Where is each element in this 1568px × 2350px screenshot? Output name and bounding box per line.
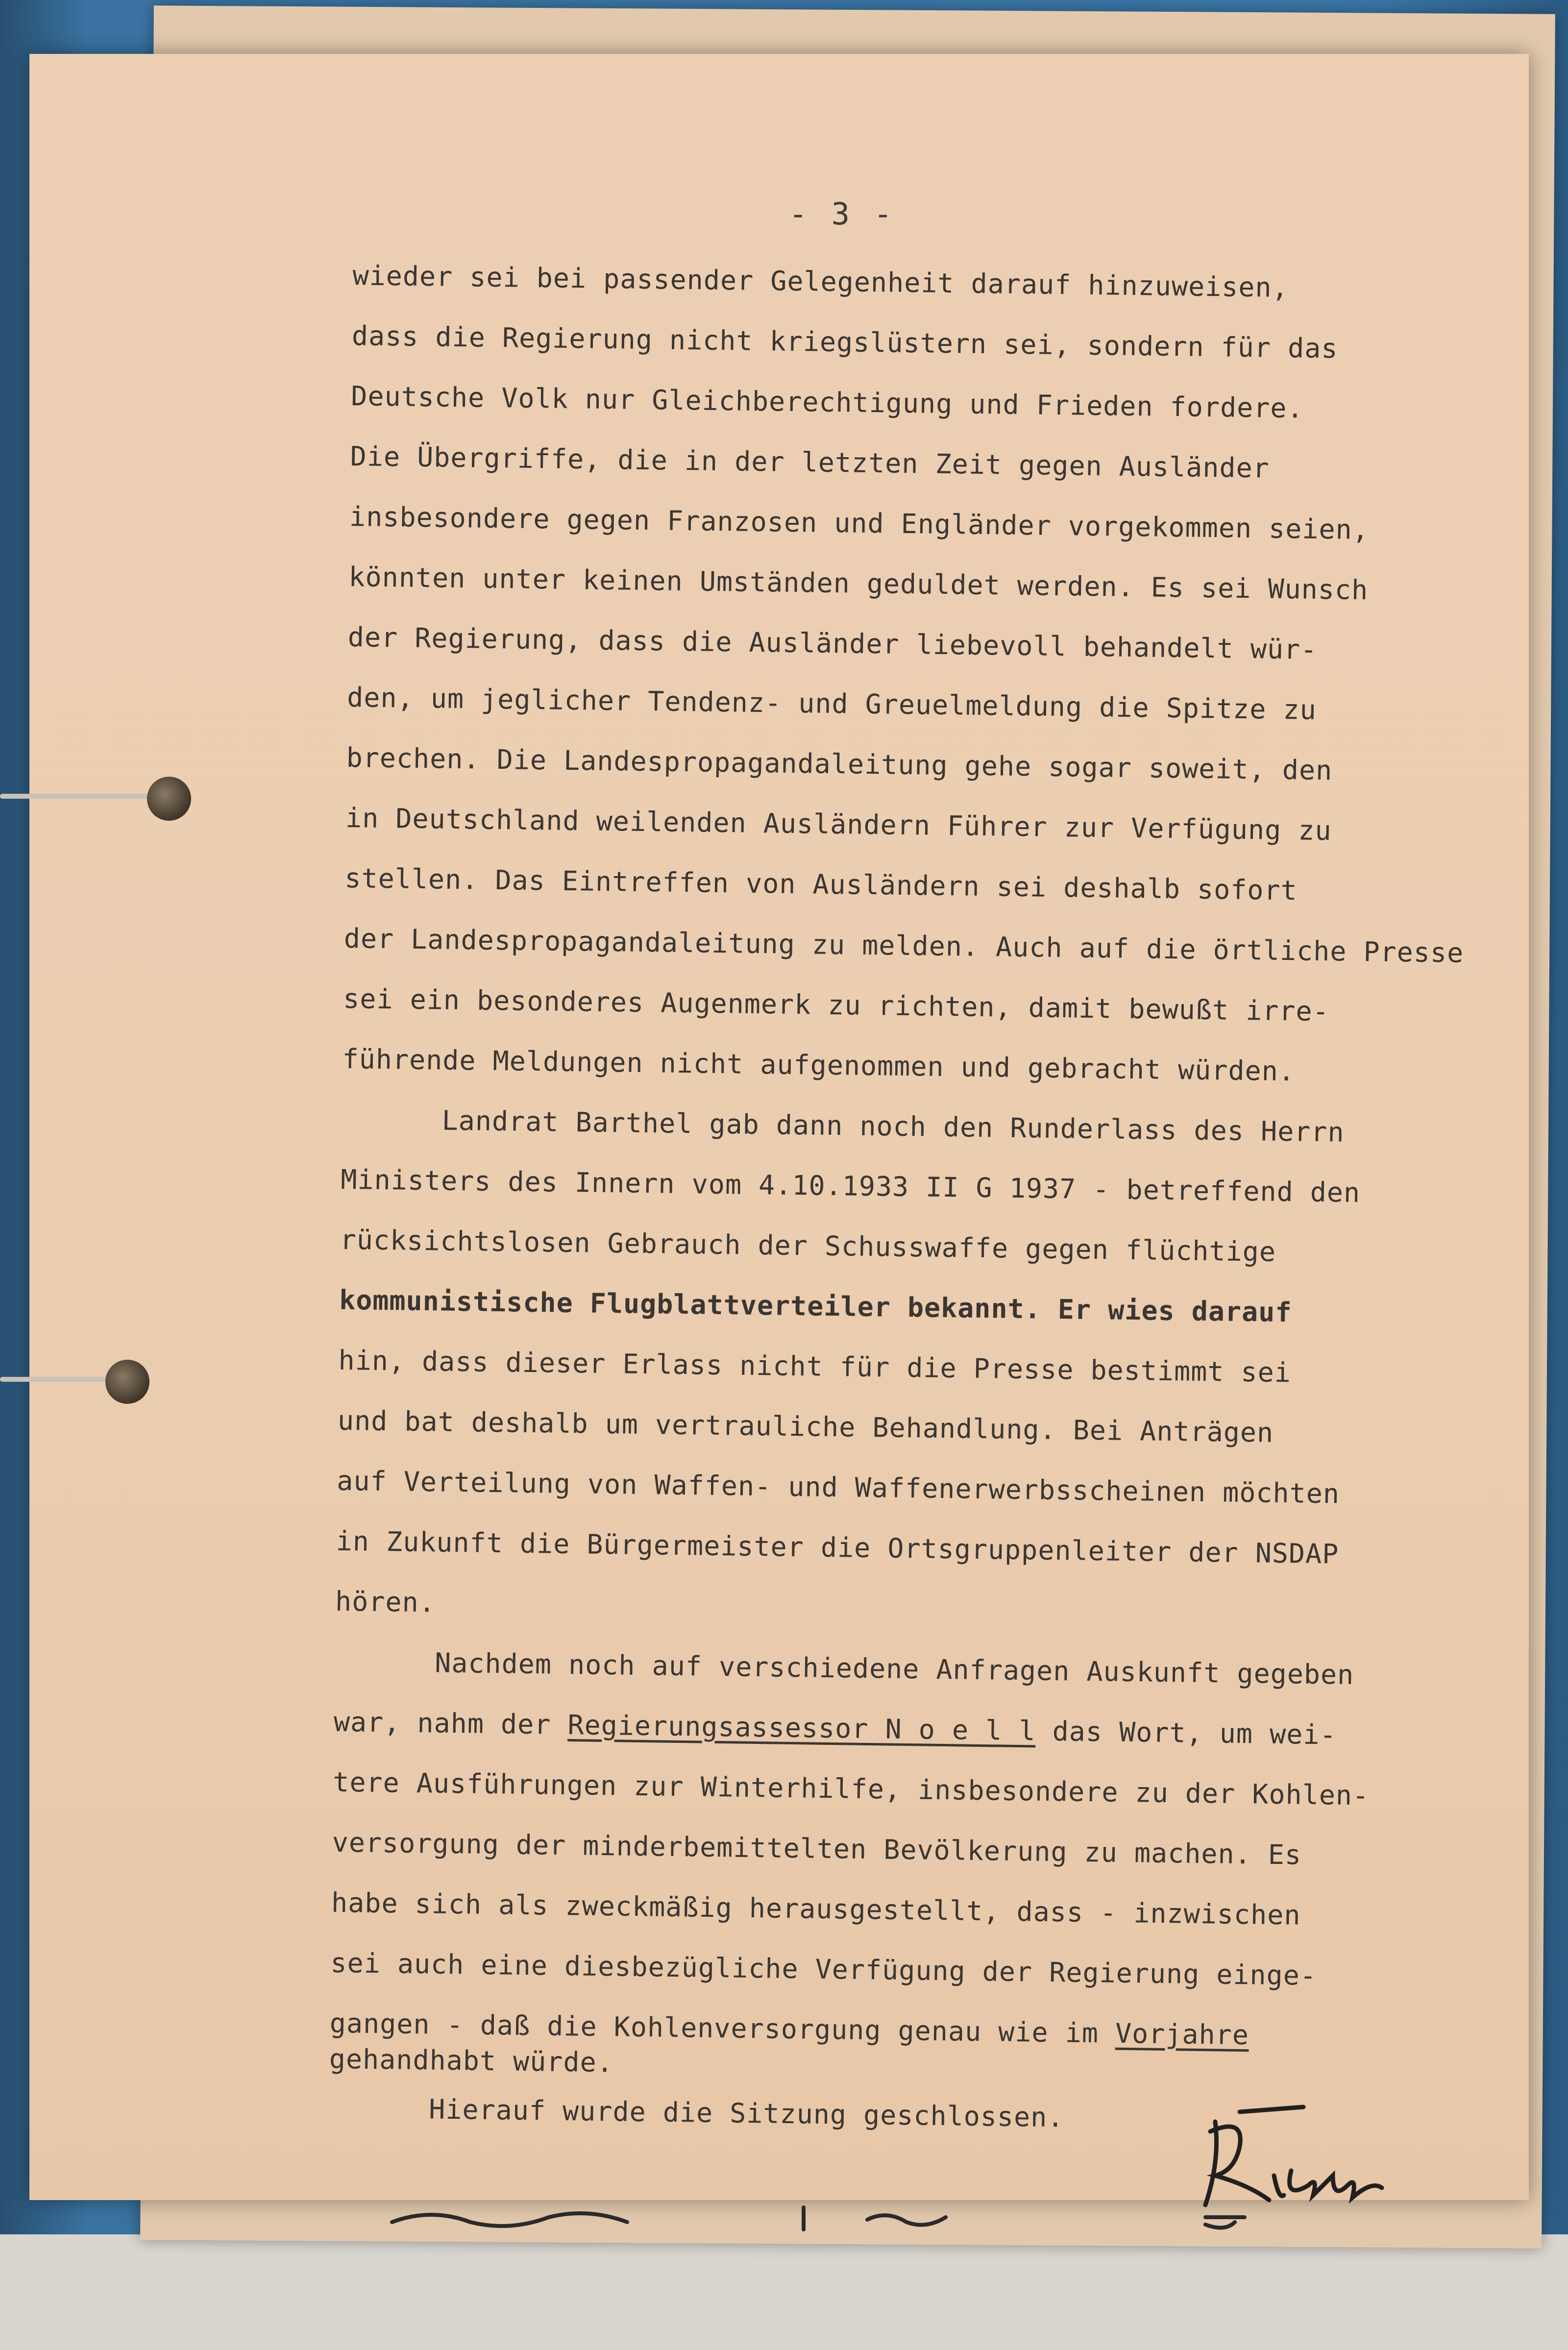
- text-line: und bat deshalb um vertrauliche Behandlung. Bei Anträgen: [337, 1404, 1274, 1448]
- text-line: hin, dass dieser Erlass nicht für die Presse bestimmt sei: [338, 1344, 1292, 1389]
- text-line: habe sich als zweckmäßig herausgestellt, dass - inzwischen: [331, 1886, 1301, 1931]
- text-line: Nachdem noch auf verschiedene Anfragen Auskunft gegeben: [334, 1645, 1354, 1690]
- page-number: - 3 -: [789, 196, 895, 232]
- underlined-word: Vorjahre: [1115, 2017, 1250, 2051]
- text-line: Ministers des Innern vom 4.10.1933 II G 1937 - betreffend den: [341, 1163, 1361, 1209]
- text-line: Deutsche Volk nur Gleichberechtigung und Frieden fordere.: [350, 380, 1304, 424]
- text-line: hören.: [335, 1585, 436, 1618]
- text-line: der Regierung, dass die Ausländer liebevoll behandelt wür-: [347, 621, 1318, 665]
- text-line: [329, 2007, 1249, 2051]
- binder-wire-upper: [0, 794, 162, 799]
- document-page: [29, 54, 1529, 2200]
- binder-ring-lower: [105, 1360, 149, 1404]
- text-line: dass die Regierung nicht kriegslüstern sei, sondern für das: [351, 319, 1338, 365]
- underlying-page-scrawl: [372, 2203, 1303, 2232]
- text-line: Die Übergriffe, die in der letzten Zeit gegen Ausländer: [350, 440, 1270, 484]
- text-segment: gangen - daß die Kohlenversorgung genau wie im: [329, 2007, 1116, 2049]
- text-line: stellen. Das Eintreffen von Ausländern sei deshalb sofort: [344, 862, 1298, 906]
- text-line: insbesondere gegen Franzosen und Engländer vorgekommen seien,: [349, 500, 1370, 546]
- text-line: [334, 1706, 1337, 1751]
- text-line: sei ein besonderes Augenmerk zu richten, damit bewußt irre-: [343, 982, 1330, 1028]
- underlined-name: Regierungsassessor N o e l l: [567, 1709, 1036, 1747]
- text-line: kommunistische Flugblattverteiler bekannt. Er wies darauf: [339, 1284, 1292, 1328]
- text-segment: war, nahm der: [333, 1706, 568, 1740]
- handwritten-signature: [1186, 2102, 1411, 2220]
- text-segment: das Wort, um wei-: [1035, 1715, 1337, 1751]
- text-line: den, um jeglicher Tendenz- und Greuelmeldung die Spitze zu: [346, 681, 1317, 726]
- text-line: auf Verteilung von Waffen- und Waffenerwerbsscheinen möchten: [336, 1465, 1340, 1510]
- text-line: sei auch eine diesbezügliche Verfügung der Regierung einge-: [330, 1947, 1317, 1992]
- binder-ring-upper: [147, 777, 191, 821]
- typewritten-text: [328, 260, 1539, 2133]
- text-line: Landrat Barthel gab dann noch den Runderlass des Herrn: [341, 1103, 1345, 1148]
- folder-bottom-edge: [0, 2234, 1568, 2350]
- text-line: wieder sei bei passender Gelegenheit darauf hinzuweisen,: [352, 260, 1289, 303]
- text-line: gehandhabt würde.: [329, 2043, 614, 2079]
- text-line: tere Ausführungen zur Winterhilfe, insbesondere zu der Kohlen-: [332, 1766, 1370, 1811]
- text-line: in Zukunft die Bürgermeister die Ortsgruppenleiter der NSDAP: [336, 1525, 1339, 1570]
- text-line: versorgung der minderbemittelten Bevölkerung zu machen. Es: [332, 1826, 1302, 1871]
- text-line: der Landespropagandaleitung zu melden. Auch auf die örtliche Presse: [343, 922, 1464, 969]
- binder-wire-lower: [0, 1377, 122, 1382]
- text-line: rücksichtslosen Gebrauch der Schusswaffe gegen flüchtige: [340, 1224, 1276, 1268]
- text-line: brechen. Die Landespropagandaleitung gehe sogar soweit, den: [346, 741, 1333, 786]
- text-line: Hierauf wurde die Sitzung geschlossen.: [328, 2092, 1064, 2133]
- text-line: in Deutschland weilenden Ausländern Führer zur Verfügung zu: [345, 802, 1332, 847]
- text-line: führende Meldungen nicht aufgenommen und gebracht würden.: [342, 1043, 1296, 1087]
- text-line: könnten unter keinen Umständen geduldet werden. Es sei Wunsch: [348, 561, 1369, 606]
